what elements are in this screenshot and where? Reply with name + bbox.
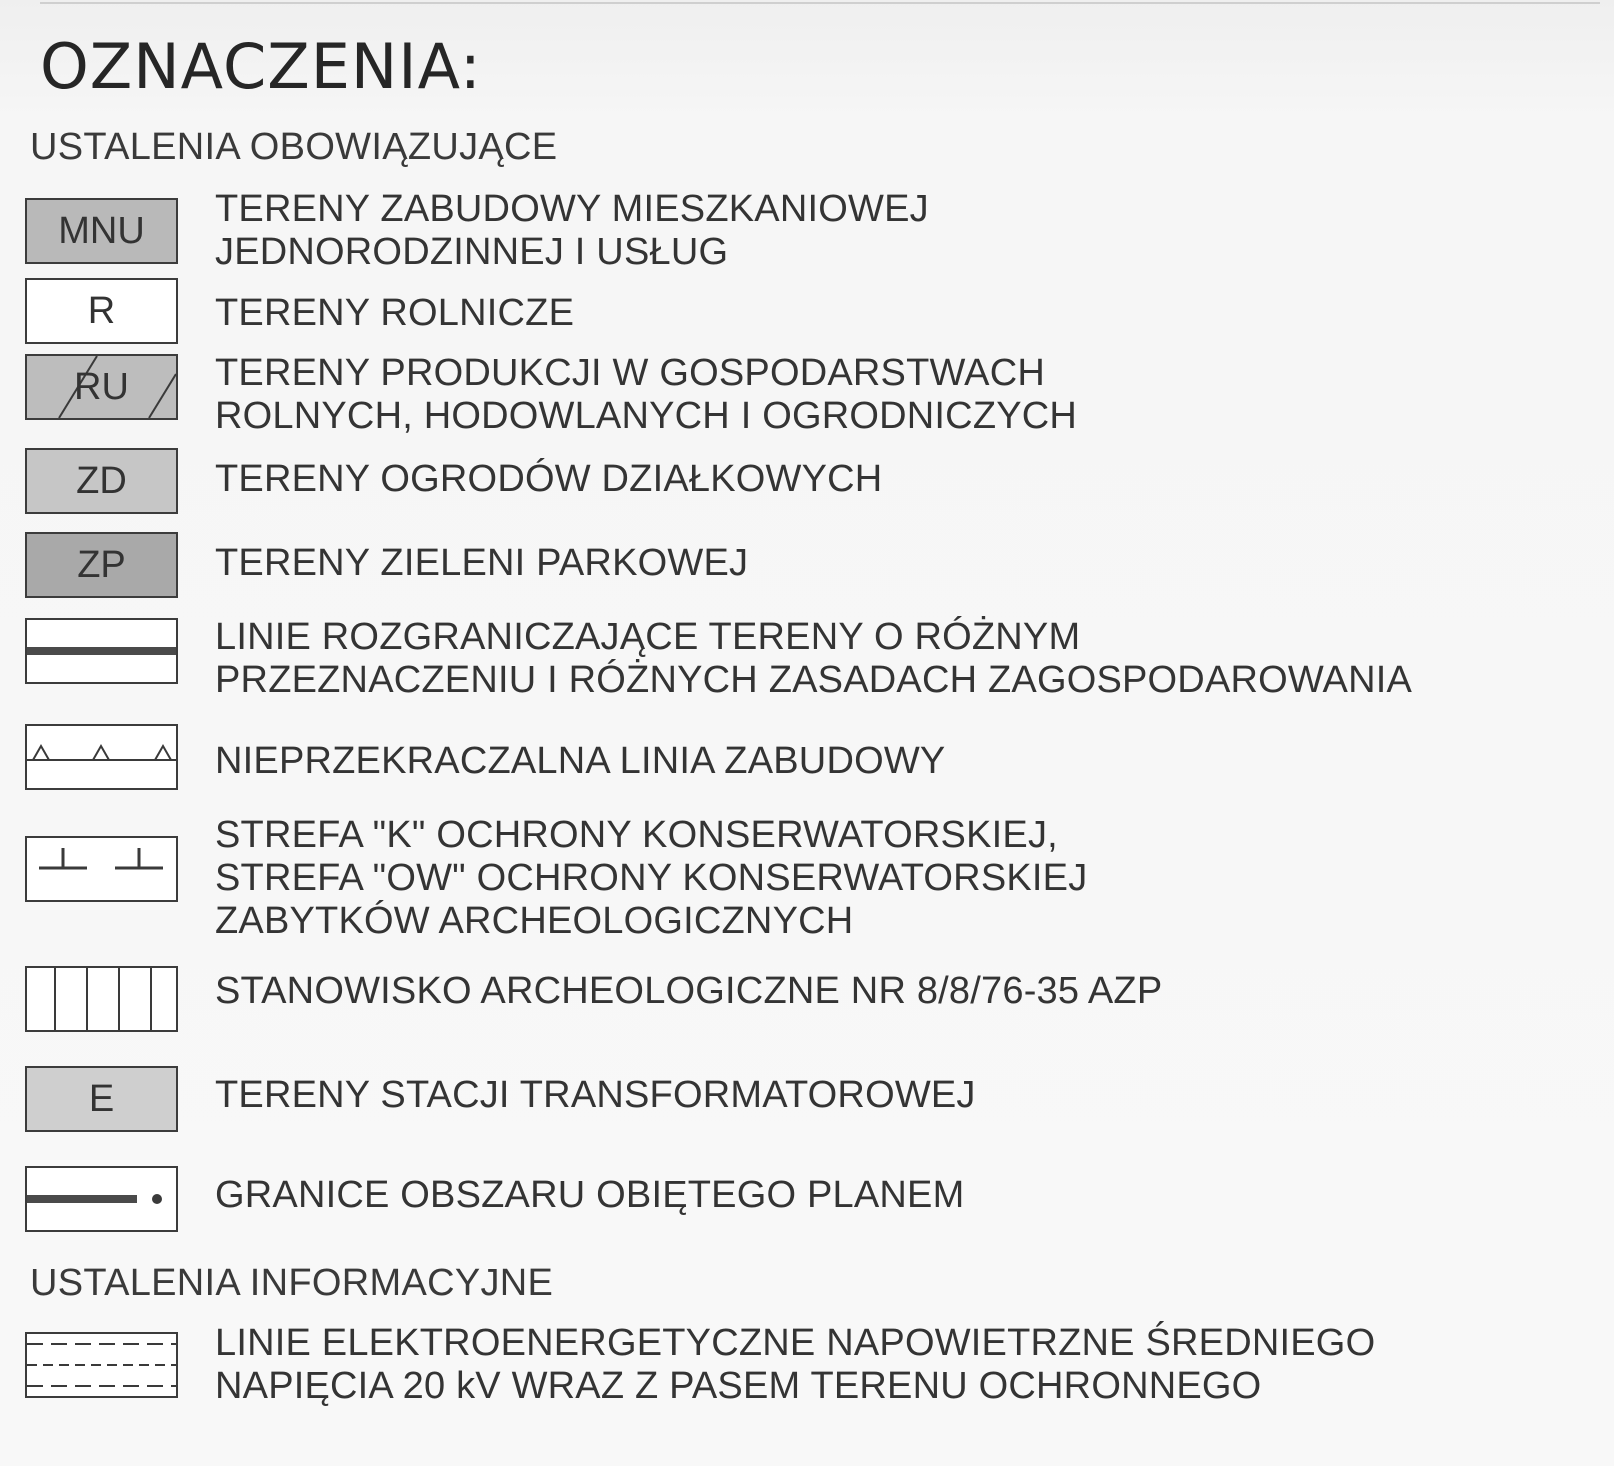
boundary-line-description xyxy=(215,616,1412,702)
power-line-line-1: LINIE ELEKTROENERGETYCZNE NAPOWIETRZNE ŚREDNIEGO xyxy=(215,1322,1376,1364)
zp-description xyxy=(215,542,748,585)
plan-boundary-icon xyxy=(27,1168,176,1230)
plan-boundary-swatch xyxy=(25,1166,178,1232)
mnu-line-2: JEDNORODZINNEJ I USŁUG xyxy=(215,231,729,273)
mnu-line-1: TERENY ZABUDOWY MIESZKANIOWEJ xyxy=(215,188,929,230)
mnu-swatch xyxy=(25,198,178,264)
zp-swatch xyxy=(25,532,178,598)
zd-description xyxy=(215,458,882,501)
power-line-line-2: NAPIĘCIA 20 kV WRAZ Z PASEM TERENU OCHRONNEGO xyxy=(215,1365,1262,1407)
archaeological-site-line-1: STANOWISKO ARCHEOLOGICZNE NR 8/8/76-35 AZP xyxy=(215,970,1163,1012)
building-line-icon xyxy=(27,726,176,788)
archaeological-site-swatch xyxy=(25,966,178,1032)
r-code: R xyxy=(87,289,116,332)
vertical-hatch-icon xyxy=(27,968,176,1030)
boundary-line-line-1: LINIE ROZGRANICZAJĄCE TERENY O RÓŻNYM xyxy=(215,616,1081,658)
ru-swatch xyxy=(25,354,178,420)
archaeological-site-description xyxy=(215,970,1162,1013)
ru-description xyxy=(215,352,1077,438)
r-line-1: TERENY ROLNICZE xyxy=(215,292,575,334)
conservation-zone-icon xyxy=(27,838,176,900)
e-line-1: TERENY STACJI TRANSFORMATOROWEJ xyxy=(215,1074,976,1116)
plan-boundary-line-1: GRANICE OBSZARU OBIĘTEGO PLANEM xyxy=(215,1174,965,1216)
mnu-description xyxy=(215,188,929,274)
power-line-description xyxy=(215,1322,1375,1408)
zp-code: ZP xyxy=(77,543,126,586)
legend-title: OZNACZENIA: xyxy=(40,30,482,103)
conservation-zone-description xyxy=(215,814,1087,943)
boundary-line-swatch xyxy=(25,618,178,684)
ru-code: RU xyxy=(74,365,129,408)
ru-line-2: ROLNYCH, HODOWLANYCH I OGRODNICZYCH xyxy=(215,395,1078,437)
zd-code: ZD xyxy=(76,459,127,502)
section-heading-binding: USTALENIA OBOWIĄZUJĄCE xyxy=(30,126,558,168)
plan-boundary-description xyxy=(215,1174,964,1217)
building-line-swatch xyxy=(25,724,178,790)
r-swatch xyxy=(25,278,178,344)
boundary-line-icon xyxy=(27,620,176,682)
e-code: E xyxy=(88,1077,115,1120)
e-swatch xyxy=(25,1066,178,1132)
zd-swatch xyxy=(25,448,178,514)
zp-line-1: TERENY ZIELENI PARKOWEJ xyxy=(215,542,749,584)
e-description xyxy=(215,1074,976,1117)
building-line-description xyxy=(215,740,945,783)
zd-line-1: TERENY OGRODÓW DZIAŁKOWYCH xyxy=(215,458,883,500)
conservation-zone-line-3: ZABYTKÓW ARCHEOLOGICZNYCH xyxy=(215,900,854,942)
power-line-swatch xyxy=(25,1332,178,1398)
ru-line-1: TERENY PRODUKCJI W GOSPODARSTWACH xyxy=(215,352,1046,394)
section-heading-informational: USTALENIA INFORMACYJNE xyxy=(30,1262,554,1304)
r-description xyxy=(215,292,574,335)
conservation-zone-line-1: STREFA "K" OCHRONY KONSERWATORSKIEJ, xyxy=(215,814,1058,856)
boundary-line-line-2: PRZEZNACZENIU I RÓŻNYCH ZASADACH ZAGOSPODAROWANIA xyxy=(215,659,1413,701)
building-line-line-1: NIEPRZEKRACZALNA LINIA ZABUDOWY xyxy=(215,740,946,782)
conservation-zone-swatch xyxy=(25,836,178,902)
power-line-icon xyxy=(27,1334,176,1396)
mnu-code: MNU xyxy=(58,209,145,252)
top-rule xyxy=(40,2,1600,4)
conservation-zone-line-2: STREFA "OW" OCHRONY KONSERWATORSKIEJ xyxy=(215,857,1088,899)
